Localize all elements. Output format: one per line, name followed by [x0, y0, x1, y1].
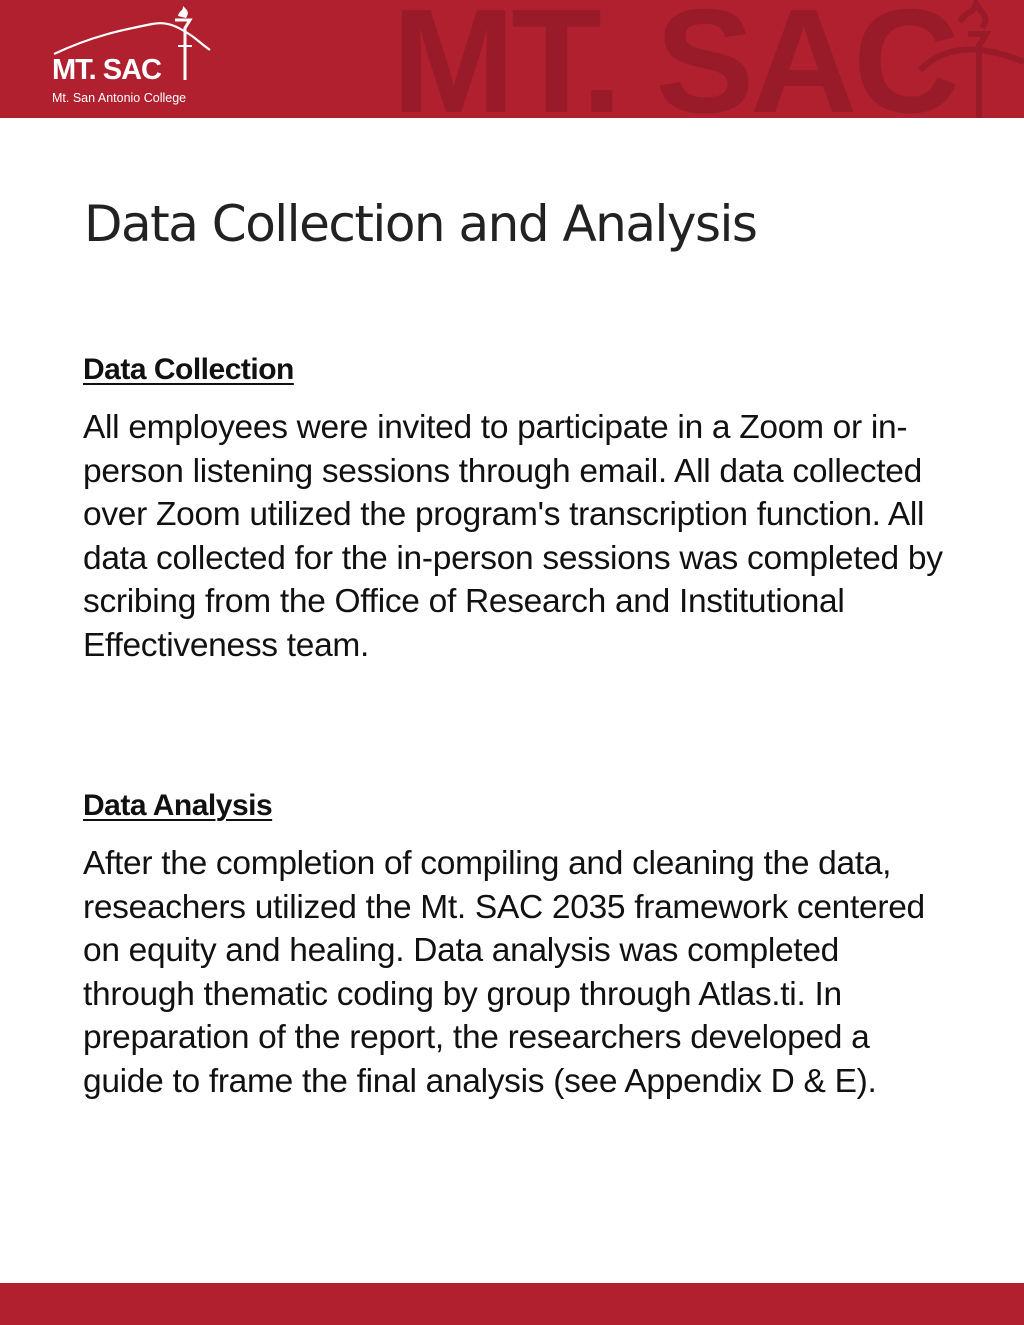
page-title: Data Collection and Analysis	[84, 195, 757, 253]
watermark-text: MT. SAC	[392, 0, 956, 118]
data-analysis-heading: Data Analysis	[83, 789, 273, 822]
data-analysis-body: After the completion of compiling and cleaning the data, reseachers utilized the Mt. SAC 2035 framework centered on equity and healing. Data analysis was completed through thematic coding by group through Atlas.ti. In preparation of the report, the researchers developed a guide to frame the final analysis (see Appendix D & E).	[83, 845, 925, 1100]
logo-subtitle: Mt. San Antonio College	[52, 91, 187, 105]
header-banner	[0, 0, 1024, 118]
logo-name: MT. SAC	[52, 54, 161, 86]
data-collection-body: All employees were invited to participate in a Zoom or in-person listening sessions through email. All data collected over Zoom utilized the program's transcription function. All data collected for the in-person sessions was completed by scribing from the Office of Research and Institutional Effectiveness team.	[83, 409, 943, 664]
data-analysis-section	[83, 788, 953, 1103]
footer-bar	[0, 1283, 1024, 1325]
data-collection-section	[83, 352, 953, 667]
data-collection-heading: Data Collection	[83, 353, 294, 386]
college-logo[interactable]	[52, 6, 222, 114]
